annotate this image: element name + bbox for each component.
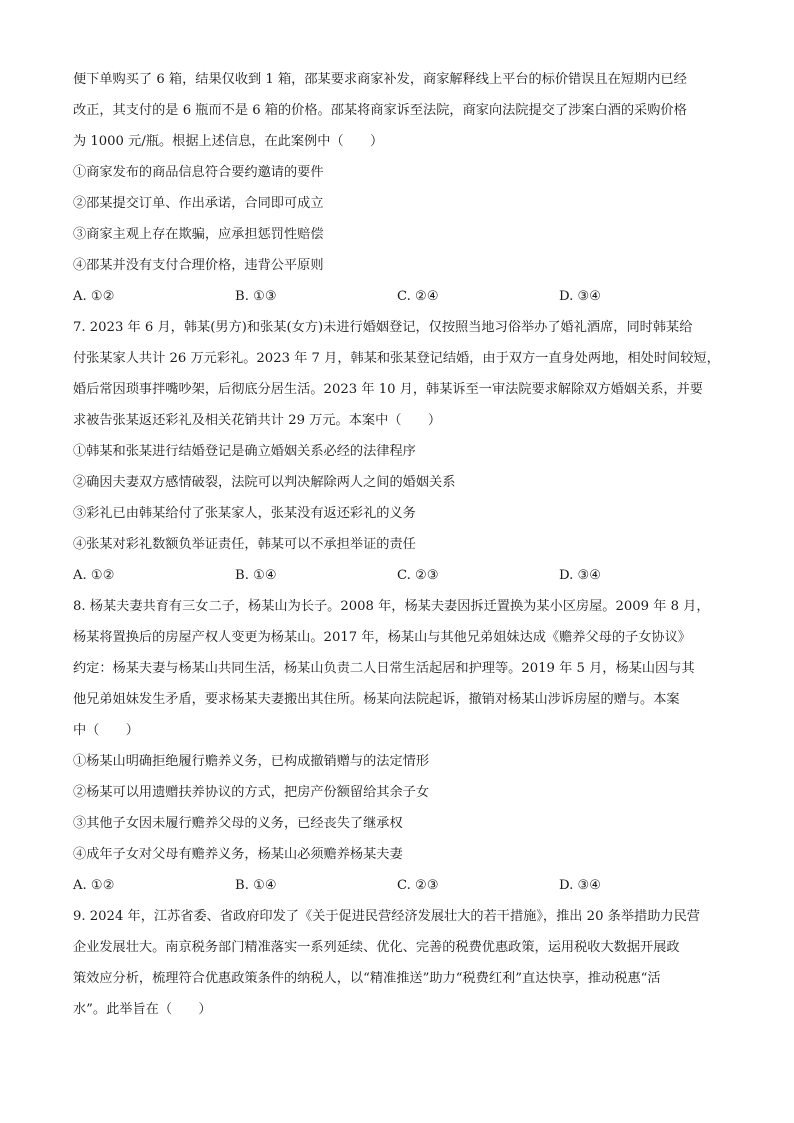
q7-statement-4: ④张某对彩礼数额负举证责任，韩某可以不承担举证的责任 <box>73 537 416 552</box>
q7-option-d[interactable]: D. ③④ <box>559 568 602 583</box>
q9-stem-line: 策效应分析，梳理符合优惠政策条件的纳税人，以“精准推送”助力“税费红利”直达快享，推动税惠“活 <box>73 971 661 986</box>
q8-option-d[interactable]: D. ③④ <box>559 878 602 893</box>
q7-stem-line: 7. 2023 年 6 月，韩某(男方)和张某(女方)未进行婚姻登记，仅按照当地习俗举办了婚礼酒席，同时韩某给 <box>73 320 693 335</box>
q8-statement-4: ④成年子女对父母有赡养义务，杨某山必须赡养杨某夫妻 <box>73 847 403 862</box>
q7-stem-line: 婚后常因琐事拌嘴吵架，后彻底分居生活。2023 年 10 月，韩某诉至一审法院要求解除双方婚姻关系，并要 <box>73 382 703 397</box>
q6-option-d[interactable]: D. ③④ <box>559 289 602 304</box>
q9-stem-line: 9. 2024 年，江苏省委、省政府印发了《关于促进民营经济发展壮大的若干措施》，推出 20 条举措助力民营 <box>73 909 700 924</box>
q7-stem-line: 求被告张某返还彩礼及相关花销共计 29 万元。本案中（ ） <box>73 413 442 428</box>
q7-options <box>73 560 725 591</box>
q6-option-c[interactable]: C. ②④ <box>397 289 439 304</box>
q8-statement-1: ①杨某山明确拒绝履行赡养义务，已构成撤销赠与的法定情形 <box>73 754 430 769</box>
q6-statement-3: ③商家主观上存在欺骗，应承担惩罚性赔偿 <box>73 227 324 242</box>
exam-content <box>73 64 725 1025</box>
q7-statement-1: ①韩某和张某进行结婚登记是确立婚姻关系必经的法律程序 <box>73 444 416 459</box>
q6-stem-line: 为 1000 元/瓶。根据上述信息，在此案例中（ ） <box>73 134 384 149</box>
q8-stem-line: 中（ ） <box>73 723 139 738</box>
question-9 <box>73 901 725 1025</box>
question-8 <box>73 591 725 901</box>
question-6 <box>73 64 725 312</box>
q7-option-c[interactable]: C. ②③ <box>397 568 439 583</box>
q7-statement-3: ③彩礼已由韩某给付了张某家人，张某没有返还彩礼的义务 <box>73 506 416 521</box>
q7-statement-2: ②确因夫妻双方感情破裂，法院可以判决解除两人之间的婚姻关系 <box>73 475 456 490</box>
q6-options <box>73 281 725 312</box>
q7-option-a[interactable]: A. ①② <box>73 568 115 583</box>
q8-options <box>73 870 725 901</box>
q8-stem-line: 他兄弟姐妹发生矛盾，要求杨某夫妻搬出其住所。杨某向法院起诉，撤销对杨某山涉诉房屋的赠与。本案 <box>73 692 680 707</box>
q6-statement-4: ④邵某并没有支付合理价格，违背公平原则 <box>73 258 324 273</box>
q8-option-a[interactable]: A. ①② <box>73 878 115 893</box>
question-7 <box>73 312 725 591</box>
q6-statement-1: ①商家发布的商品信息符合要约邀请的要件 <box>73 165 324 180</box>
q6-option-b[interactable]: B. ①③ <box>235 289 277 304</box>
q6-option-a[interactable]: A. ①② <box>73 289 115 304</box>
q6-stem-line: 改正，其支付的是 6 瓶而不是 6 箱的价格。邵某将商家诉至法院，商家向法院提交了涉案白酒的采购价格 <box>73 103 687 118</box>
q8-stem-line: 约定：杨某夫妻与杨某山共同生活，杨某山负责二人日常生活起居和护理等。2019 年 5 月，杨某山因与其 <box>73 661 695 676</box>
q7-option-b[interactable]: B. ①④ <box>235 568 277 583</box>
q8-stem-line: 8. 杨某夫妻共育有三女二子，杨某山为长子。2008 年，杨某夫妻因拆迁置换为某小区房屋。2009 年 8 月， <box>73 599 710 614</box>
q6-stem-line: 便下单购买了 6 箱，结果仅收到 1 箱，邵某要求商家补发，商家解释线上平台的标价错误且在短期内已经 <box>73 72 687 87</box>
q8-statement-3: ③其他子女因未履行赡养父母的义务，已经丧失了继承权 <box>73 816 403 831</box>
q9-stem-line: 水”。此举旨在（ ） <box>73 1002 212 1017</box>
q8-stem-line: 杨某将置换后的房屋产权人变更为杨某山。2017 年，杨某山与其他兄弟姐妹达成《赡养父母的子女协议》 <box>73 630 691 645</box>
q8-option-c[interactable]: C. ②③ <box>397 878 439 893</box>
q7-stem-line: 付张某家人共计 26 万元彩礼。2023 年 7 月，韩某和张某登记结婚，由于双方一直身处两地，相处时间较短， <box>73 351 720 366</box>
q6-statement-2: ②邵某提交订单、作出承诺，合同即可成立 <box>73 196 324 211</box>
q8-statement-2: ②杨某可以用遗赠扶养协议的方式，把房产份额留给其余子女 <box>73 785 430 800</box>
q8-option-b[interactable]: B. ①④ <box>235 878 277 893</box>
q9-stem-line: 企业发展壮大。南京税务部门精准落实一系列延续、优化、完善的税费优惠政策，运用税收大数据开展政 <box>73 940 680 955</box>
